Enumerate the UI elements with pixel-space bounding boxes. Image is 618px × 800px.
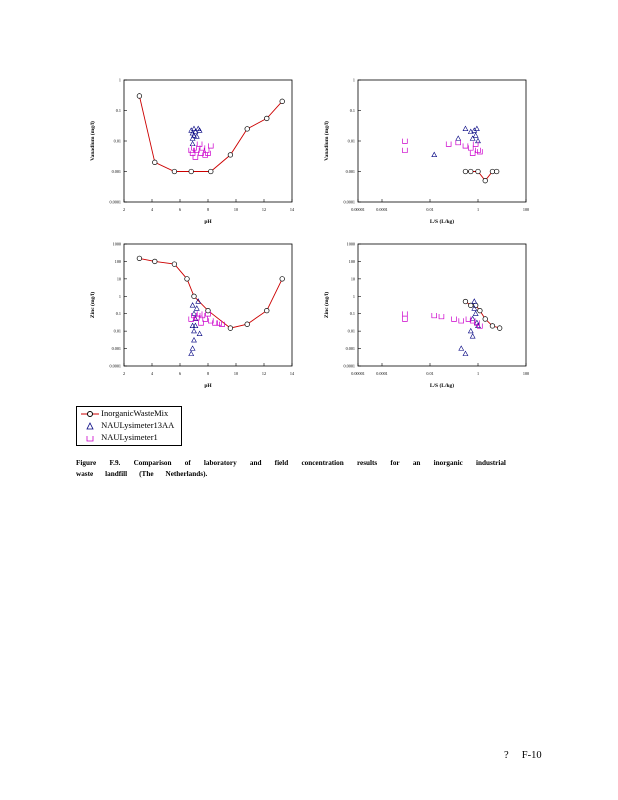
data-point-square [456,140,461,145]
data-point-square [403,311,408,316]
x-tick-label: 0.0001 [376,207,388,212]
legend-item-waste-mix [81,408,168,419]
data-point-square [446,142,451,147]
data-point-circle [172,262,177,267]
y-tick-label: 1000 [112,241,121,247]
data-point-square [476,148,481,153]
data-point-circle [280,99,285,104]
caption-word: Comparison [133,459,172,467]
x-tick-label: 0.0001 [376,371,388,376]
x-tick-label: 14 [289,207,295,212]
x-tick-label: 1 [476,371,480,376]
data-point-circle [228,153,233,158]
data-point-circle [172,169,177,174]
zinc-ph-plot [76,240,306,400]
caption-word: and [249,459,262,467]
data-point-triangle [468,329,473,333]
x-tick-label: 8 [206,371,210,376]
caption-word: industrial [475,459,506,467]
plot-frame [358,244,526,366]
y-tick-label: 0.1 [115,311,121,317]
data-point-triangle [190,141,195,145]
y-tick-label: 0.1 [349,108,355,113]
data-point-square [403,317,408,322]
data-point-triangle [456,136,461,140]
data-point-circle [192,294,197,299]
data-point-triangle [470,334,475,338]
data-point-circle [137,94,142,99]
data-point-triangle [472,128,477,132]
y-tick-label: 0.001 [345,169,355,174]
data-point-square [432,313,437,318]
legend-label: InorganicWasteMix [101,408,169,418]
plot-frame [358,80,526,202]
data-point-triangle [190,346,195,350]
y-tick-label: 1000 [346,241,355,247]
data-point-square [452,317,457,322]
x-tick-label: 6 [178,207,182,212]
figure-caption [76,458,516,480]
data-point-circle [245,127,250,132]
plot-frame [124,80,292,202]
data-point-circle [468,169,473,174]
data-point-square [197,142,202,147]
data-point-square [468,145,473,150]
square-icon [81,433,99,443]
triangle-icon [81,421,99,431]
data-point-square [478,149,483,154]
y-tick-label: 0.1 [349,311,355,317]
data-point-square [403,139,408,144]
vanadium-ls-plot [310,76,540,236]
data-point-circle [153,259,158,264]
legend-item-lysimeter1 [81,432,158,443]
page-footer [504,750,542,761]
data-point-circle [280,277,285,282]
data-point-square [192,145,197,150]
caption-word: landfill [105,470,128,478]
series-line-0 [139,96,282,172]
data-point-circle [490,324,495,329]
data-point-triangle [463,351,468,355]
data-point-triangle [473,133,478,137]
y-tick-label: 1 [352,77,355,83]
data-point-triangle [432,152,437,156]
plot-frame [124,244,292,366]
y-tick-label: 100 [348,258,355,264]
data-point-circle [483,317,488,322]
zinc-ls-plot [310,240,540,400]
x-tick-label: 4 [150,207,154,212]
x-tick-label: 0.01 [426,207,434,212]
legend [76,406,182,446]
data-point-triangle [463,126,468,130]
x-tick-label: 0.00001 [351,371,365,376]
y-axis-label: Vanadium (mg/l) [90,121,96,161]
legend-label: NAULysimeter1 [101,432,158,442]
vanadium-ph-plot [76,76,306,236]
x-tick-label: 12 [261,371,267,376]
data-point-circle [483,178,488,183]
footer-mark: ? [504,750,509,761]
x-tick-label: 100 [522,207,530,212]
series-line-0 [139,258,282,328]
y-tick-label: 100 [114,258,121,264]
x-tick-label: 10 [233,207,239,212]
data-point-triangle [472,299,477,303]
data-point-triangle [190,303,195,307]
y-tick-label: 0.001 [111,169,121,174]
data-point-circle [206,308,211,313]
caption-word: waste [76,470,94,478]
data-point-square [459,318,464,323]
x-tick-label: 0.00001 [351,207,365,212]
data-point-triangle [189,351,194,355]
data-point-circle [478,308,483,313]
x-tick-label: 8 [206,207,210,212]
y-axis-label: Zinc (mg/l) [324,291,330,319]
data-point-circle [476,169,481,174]
data-point-circle [463,299,468,304]
caption-word: laboratory [203,459,237,467]
data-point-square [208,143,213,148]
data-point-circle [497,326,502,331]
page-number: F-10 [521,750,542,761]
data-point-triangle [194,306,199,310]
y-tick-label: 0.01 [113,138,121,144]
data-point-circle [468,303,473,308]
caption-word: Netherlands). [165,470,208,478]
caption-word: (The [139,470,154,478]
caption-word: results [356,459,378,467]
y-tick-label: 1 [118,293,121,299]
data-point-circle [137,256,142,261]
data-point-square [439,314,444,319]
y-tick-label: 10 [116,276,121,282]
y-tick-label: 0.001 [111,346,121,352]
y-tick-label: 1 [352,293,355,299]
y-tick-label: 0.0001 [109,199,121,205]
line-circle-icon [81,409,99,419]
legend-item-lysimeter13aa [81,420,174,431]
x-tick-label: 10 [233,371,239,376]
x-axis-label: pH [204,219,212,225]
data-point-triangle [459,346,464,350]
data-point-triangle [197,331,202,335]
data-point-square [206,151,211,156]
data-point-circle [228,326,233,331]
data-point-circle [463,169,468,174]
data-point-circle [245,322,250,327]
y-axis-label: Vanadium (mg/l) [324,121,330,161]
y-axis-label: Zinc (mg/l) [90,291,96,319]
x-tick-label: 2 [122,207,126,212]
data-point-circle [153,160,158,165]
x-axis-label: L/S (L/kg) [429,383,455,389]
data-point-circle [265,116,270,121]
caption-word: Figure [76,459,97,467]
data-point-triangle [192,311,197,315]
x-tick-label: 0.01 [426,371,434,376]
data-point-triangle [470,136,475,140]
x-tick-label: 4 [150,371,154,376]
caption-line-2 [76,469,516,480]
x-tick-label: 100 [522,371,530,376]
y-tick-label: 0.001 [345,346,355,352]
x-axis-label: pH [204,383,212,389]
y-tick-label: 0.0001 [109,363,121,369]
y-tick-label: 0.0001 [343,199,355,205]
y-tick-label: 0.0001 [343,363,355,369]
data-point-circle [494,169,499,174]
y-tick-label: 0.01 [113,328,121,334]
data-point-square [463,143,468,148]
caption-word: field [274,459,289,467]
data-point-circle [265,308,270,313]
x-tick-label: 2 [122,371,126,376]
data-point-square [200,313,205,318]
data-point-circle [473,303,478,308]
x-tick-label: 1 [476,207,480,212]
x-tick-label: 12 [261,207,267,212]
data-point-square [197,311,202,316]
legend-label: NAULysimeter13AA [101,420,175,430]
caption-word: of [184,459,191,467]
data-point-triangle [473,311,478,315]
y-tick-label: 0.01 [347,138,355,144]
caption-line-1 [76,458,506,469]
x-tick-label: 14 [289,371,295,376]
data-point-square [403,148,408,153]
data-point-triangle [192,329,197,333]
y-tick-label: 0.1 [115,108,121,113]
caption-word: for [390,459,400,467]
y-tick-label: 0.01 [347,328,355,334]
data-point-circle [209,169,214,174]
data-point-triangle [192,338,197,342]
caption-word: inorganic [433,459,463,467]
caption-word: F.9. [109,459,121,467]
y-tick-label: 1 [118,77,121,83]
x-tick-label: 6 [178,371,182,376]
data-point-circle [189,169,194,174]
x-axis-label: L/S (L/kg) [429,219,455,225]
y-tick-label: 10 [350,276,355,282]
caption-word: concentration [301,459,344,467]
data-point-circle [185,277,190,282]
data-point-square [470,151,475,156]
caption-word: an [412,459,421,467]
